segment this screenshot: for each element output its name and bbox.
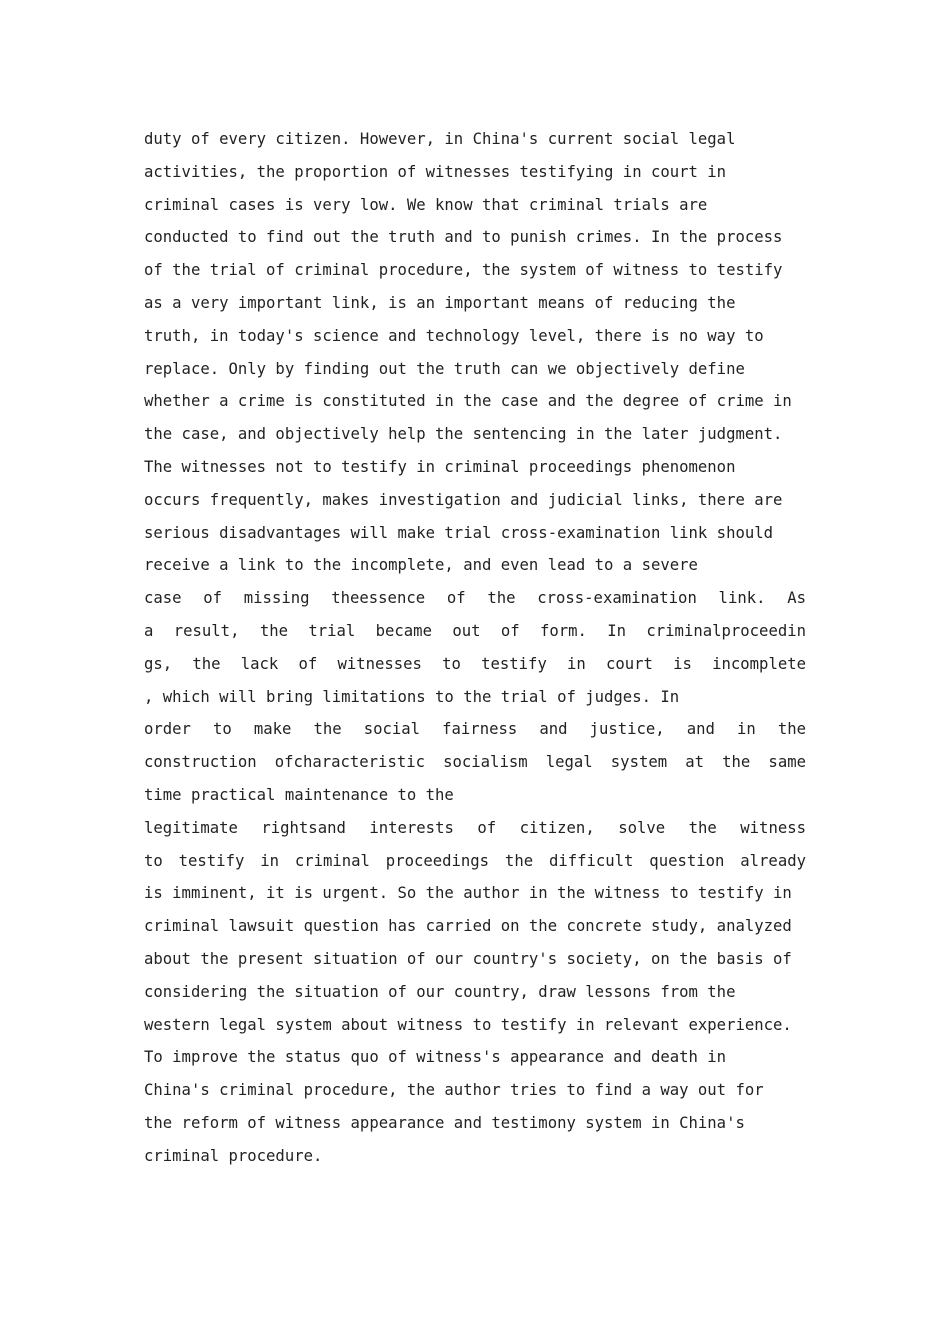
text-line: of the trial of criminal procedure, the system of witness to testify [144, 261, 783, 280]
text-line: whether a crime is constituted in the case and the degree of crime in [144, 392, 792, 411]
text-line: legitimate rightsand interests of citizen, solve the witness [144, 818, 806, 837]
text-line: time practical maintenance to the [144, 785, 454, 804]
text-line: receive a link to the incomplete, and even lead to a severe [144, 556, 698, 575]
text-line: criminal cases is very low. We know that criminal trials are [144, 195, 708, 214]
text-line: about the present situation of our country's society, on the basis of [144, 949, 792, 968]
text-line: activities, the proportion of witnesses testifying in court in [144, 162, 727, 181]
text-line: serious disadvantages will make trial cross-examination link should [144, 523, 774, 542]
text-line: is imminent, it is urgent. So the author in the witness to testify in [144, 884, 792, 903]
text-line: a result, the trial became out of form. In criminalproceedin [144, 621, 806, 640]
text-line: case of missing theessence of the cross-examination link. As [144, 589, 806, 608]
text-line: to testify in criminal proceedings the difficult question already [144, 851, 806, 870]
text-line: as a very important link, is an important means of reducing the [144, 293, 736, 312]
text-line: China's criminal procedure, the author tries to find a way out for [144, 1081, 764, 1100]
text-line: , which will bring limitations to the trial of judges. In [144, 687, 680, 706]
text-line: occurs frequently, makes investigation and judicial links, there are [144, 490, 783, 509]
text-line: criminal procedure. [144, 1146, 323, 1165]
text-line: western legal system about witness to testify in relevant experience. [144, 1015, 792, 1034]
text-line: the reform of witness appearance and testimony system in China's [144, 1113, 745, 1132]
text-line: duty of every citizen. However, in China's current social legal [144, 130, 736, 148]
text-line: considering the situation of our country, draw lessons from the [144, 982, 736, 1001]
text-line: The witnesses not to testify in criminal proceedings phenomenon [144, 457, 736, 476]
text-line: criminal lawsuit question has carried on the concrete study, analyzed [144, 917, 792, 936]
text-line: conducted to find out the truth and to punish crimes. In the process [144, 228, 783, 247]
text-line: the case, and objectively help the sentencing in the later judgment. [144, 425, 783, 444]
text-line: truth, in today's science and technology level, there is no way to [144, 326, 764, 345]
text-line: order to make the social fairness and justice, and in the [144, 720, 806, 739]
text-line: construction ofcharacteristic socialism legal system at the same [144, 753, 806, 772]
text-line: To improve the status quo of witness's appearance and death in [144, 1048, 727, 1067]
text-line: gs, the lack of witnesses to testify in court is incomplete [144, 654, 806, 673]
text-line: replace. Only by finding out the truth can we objectively define [144, 359, 745, 378]
body-paragraph [144, 123, 806, 1173]
